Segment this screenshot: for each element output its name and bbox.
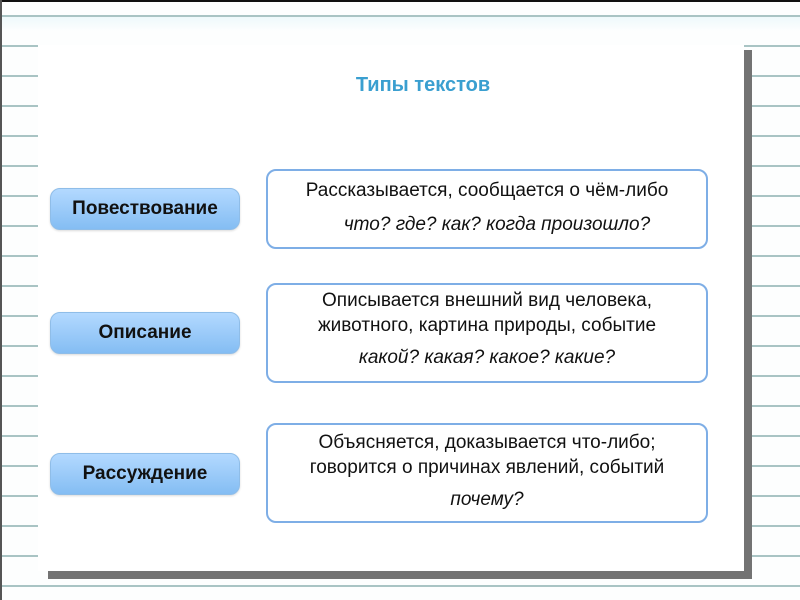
content-panel: [38, 45, 744, 571]
type-label-reasoning: [50, 453, 240, 495]
type-label-text: Рассуждение: [82, 463, 208, 484]
type-label-text: Повествование: [72, 198, 218, 219]
top-border: [0, 0, 800, 2]
description-line: животного, картина природы, событие: [317, 315, 657, 336]
description-box-description: [266, 283, 708, 383]
left-border: [0, 0, 2, 600]
question-line: что? где? как? когда произошло?: [343, 214, 651, 235]
type-label-narration: [50, 188, 240, 230]
question-line: почему?: [450, 489, 524, 510]
type-label-description: [50, 312, 240, 354]
description-line: Объясняется, доказывается что-либо;: [318, 432, 656, 453]
ruled-line: [0, 15, 800, 17]
description-line: Рассказывается, сообщается о чём-либо: [305, 180, 669, 201]
top-band: [0, 17, 800, 31]
ruled-line: [0, 585, 800, 587]
description-line: Описывается внешний вид человека,: [322, 290, 652, 311]
panel-shadow-bottom: [48, 571, 752, 579]
description-line: говорится о причинах явлений, событий: [309, 457, 665, 478]
type-label-text: Описание: [98, 322, 192, 343]
question-line: какой? какая? какое? какие?: [358, 347, 616, 368]
description-box-narration: [266, 169, 708, 249]
panel-shadow-right: [744, 50, 752, 579]
description-box-reasoning: [266, 423, 708, 523]
slide-title: Типы текстов: [355, 74, 491, 96]
